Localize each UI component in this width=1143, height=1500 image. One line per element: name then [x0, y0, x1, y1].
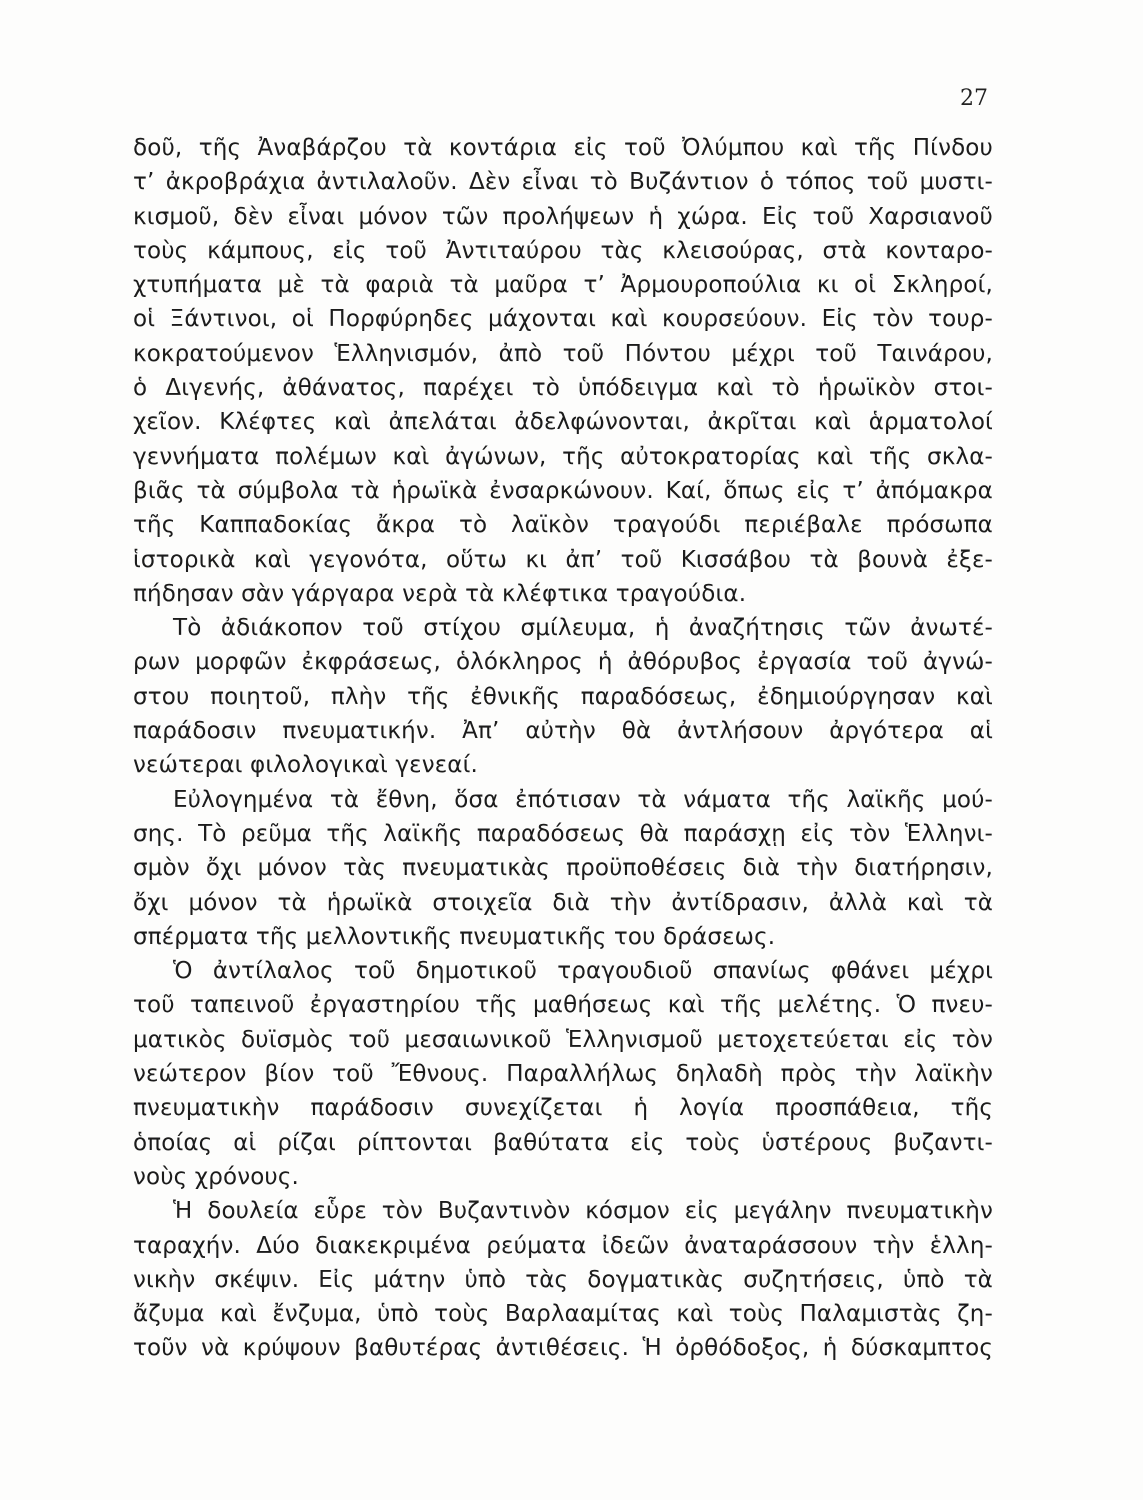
text-line: σμὸν ὄχι μόνον τὰς πνευματικὰς προϋποθέσεις διὰ τὴν διατήρησιν,: [133, 855, 993, 882]
page-number: 27: [960, 86, 988, 111]
text-line: ὁποίας αἱ ρίζαι ρίπτονται βαθύτατα εἰς τοὺς ὑστέρους βυζαντι-: [133, 1129, 993, 1156]
text-line: τ’ ἀκροβράχια ἀντιλαλοῦν. Δὲν εἶναι τὸ Βυζάντιον ὁ τόπος τοῦ μυστι-: [133, 169, 993, 196]
text-line: νικὴν σκέψιν. Εἰς μάτην ὑπὸ τὰς δογματικὰς συζητήσεις, ὑπὸ τὰ: [133, 1266, 993, 1293]
text-line: νεώτερον βίον τοῦ Ἔθνους. Παραλλήλως δηλαδὴ πρὸς τὴν λαϊκὴν: [133, 1061, 993, 1088]
text-line: νοὺς χρόνους.: [133, 1163, 299, 1190]
text-line: τῆς Καππαδοκίας ἄκρα τὸ λαϊκὸν τραγούδι περιέβαλε πρόσωπα: [133, 512, 993, 539]
paragraph-1: [133, 131, 993, 611]
paragraph-4: [133, 954, 993, 1194]
text-line: παράδοσιν πνευματικήν. Ἀπ’ αὐτὴν θὰ ἀντλήσουν ἀργότερα αἱ: [133, 718, 993, 745]
text-line: ὁ Διγενής, ἀθάνατος, παρέχει τὸ ὑπόδειγμα καὶ τὸ ἡρωϊκὸν στοι-: [133, 375, 993, 402]
text-line: Εὐλογημένα τὰ ἔθνη, ὅσα ἐπότισαν τὰ νάματα τῆς λαϊκῆς μού-: [173, 786, 993, 813]
text-line: τοὺς κάμπους, εἰς τοῦ Ἀντιταύρου τὰς κλεισούρας, στὰ κονταρο-: [133, 237, 993, 264]
text-line: κοκρατούμενον Ἑλληνισμόν, ἀπὸ τοῦ Πόντου μέχρι τοῦ Ταινάρου,: [133, 340, 993, 367]
text-line: τοῦ ταπεινοῦ ἐργαστηρίου τῆς μαθήσεως καὶ τῆς μελέτης. Ὁ πνευ-: [133, 992, 993, 1019]
text-line: νεώτεραι φιλολογικαὶ γενεαί.: [133, 752, 478, 779]
text-line: ἄζυμα καὶ ἔνζυμα, ὑπὸ τοὺς Βαρλααμίτας καὶ τοὺς Παλαμιστὰς ζη-: [133, 1301, 993, 1328]
text-line: χτυπήματα μὲ τὰ φαριὰ τὰ μαῦρα τ’ Ἀρμουροπούλια κι οἱ Σκληροί,: [133, 272, 993, 299]
text-line: πήδησαν σὰν γάργαρα νερὰ τὰ κλέφτικα τραγούδια.: [133, 580, 747, 607]
text-line: ταραχήν. Δύο διακεκριμένα ρεύματα ἰδεῶν ἀναταράσσουν τὴν ἑλλη-: [133, 1232, 993, 1259]
text-line: σης. Τὸ ρεῦμα τῆς λαϊκῆς παραδόσεως θὰ παράσχῃ εἰς τὸν Ἑλληνι-: [133, 820, 993, 847]
text-line: τοῦν νὰ κρύψουν βαθυτέρας ἀντιθέσεις. Ἡ ὀρθόδοξος, ἡ δύσκαμπτος: [133, 1335, 993, 1362]
text-line: στου ποιητοῦ, πλὴν τῆς ἐθνικῆς παραδόσεως, ἐδημιούργησαν καὶ: [133, 683, 993, 710]
text-line: πνευματικὴν παράδοσιν συνεχίζεται ἡ λογία προσπάθεια, τῆς: [133, 1095, 993, 1122]
text-line: σπέρματα τῆς μελλοντικῆς πνευματικῆς του δράσεως.: [133, 923, 776, 950]
body-text: [133, 131, 993, 1366]
text-line: ὄχι μόνον τὰ ἡρωϊκὰ στοιχεῖα διὰ τὴν ἀντίδρασιν, ἀλλὰ καὶ τὰ: [133, 889, 993, 916]
text-line: ρων μορφῶν ἐκφράσεως, ὁλόκληρος ἡ ἀθόρυβος ἐργασία τοῦ ἀγνώ-: [133, 649, 993, 676]
text-line: βιᾶς τὰ σύμβολα τὰ ἡρωϊκὰ ἐνσαρκώνουν. Καί, ὅπως εἰς τ’ ἀπόμακρα: [133, 477, 993, 504]
text-line: οἱ Ξάντινοι, οἱ Πορφύρηδες μάχονται καὶ κουρσεύουν. Εἰς τὸν τουρ-: [133, 306, 993, 333]
text-line: Ὁ ἀντίλαλος τοῦ δημοτικοῦ τραγουδιοῦ σπανίως φθάνει μέχρι: [173, 958, 993, 985]
paragraph-5: [133, 1194, 993, 1365]
text-line: κισμοῦ, δὲν εἶναι μόνον τῶν προλήψεων ἡ χώρα. Εἰς τοῦ Χαρσιανοῦ: [133, 203, 993, 230]
text-line: δοῦ, τῆς Ἀναβάρζου τὰ κοντάρια εἰς τοῦ Ὀλύμπου καὶ τῆς Πίνδου: [133, 135, 993, 161]
paragraph-3: [133, 783, 993, 954]
text-line: ἱστορικὰ καὶ γεγονότα, οὕτω κι ἀπ’ τοῦ Κισσάβου τὰ βουνὰ ἐξε-: [133, 546, 993, 573]
text-line: Ἡ δουλεία εὗρε τὸν Βυζαντινὸν κόσμον εἰς μεγάλην πνευματικὴν: [173, 1198, 993, 1225]
text-line: χεῖον. Κλέφτες καὶ ἀπελάται ἀδελφώνονται, ἀκρῖται καὶ ἁρματολοί: [133, 409, 993, 436]
text-line: γεννήματα πολέμων καὶ ἀγώνων, τῆς αὐτοκρατορίας καὶ τῆς σκλα-: [133, 443, 993, 470]
paragraph-2: [133, 611, 993, 782]
text-line: ματικὸς δυϊσμὸς τοῦ μεσαιωνικοῦ Ἑλληνισμοῦ μετοχετεύεται εἰς τὸν: [133, 1026, 993, 1053]
text-line: Τὸ ἀδιάκοπον τοῦ στίχου σμίλευμα, ἡ ἀναζήτησις τῶν ἀνωτέ-: [173, 615, 993, 642]
